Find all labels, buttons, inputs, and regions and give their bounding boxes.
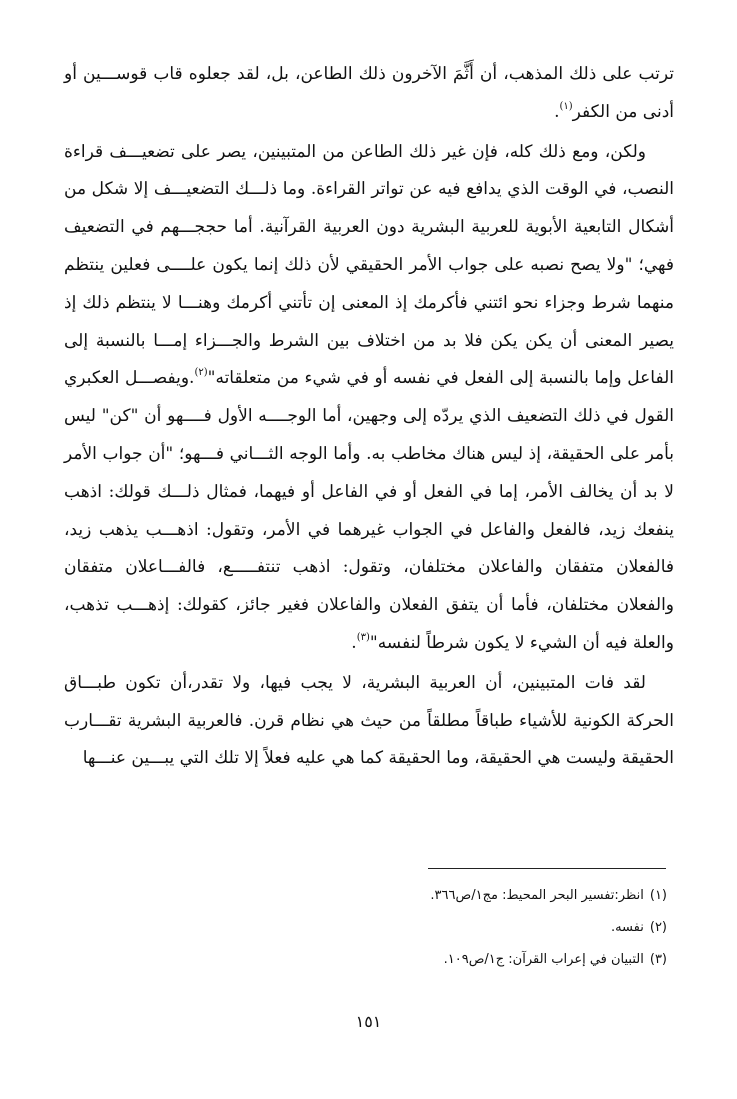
paragraph-2-tail: .ويفصـــل العكبري القول في ذلك التضعيف الذي يردّه إلى وجهين، أما الوجــــه الأول فــــهو أن "كن" ليس بأمر على الحقيقة، إذ ليس هناك مخاطب به. وأما الوجه الثـــاني فـــهو؛ "أن جواب الأمر لا بد أن يخالف الأمر، إما في الفعل أو في الفاعل أو فيهما، فمثال ذلـــك قولك: اذهب ينفعك زيد، فالفعل والفاعل في الجواب غيرهما في الأمر، وتقول: اذهـــب يذهب زيد، فالفعلان متفقان والفاعلان مختلفان، وتقول: اذهب تنتفـــــع، فالفـــاعلان متفقان والفعلان مختلفان، فأما أن يتفق الفعلان والفاعلان فغير جائز، كقولك: إذهـــب تذهب، والعلة فيه أن الشيء لا يكون شرطاً لنفسه"	[64, 368, 674, 653]
footnote-text-1: انظر:تفسير البحر المحيط: مج١/ص٣٦٦.	[430, 888, 644, 903]
paragraph-3	[64, 665, 674, 778]
footnote-divider	[428, 868, 666, 869]
page-number: ١٥١	[355, 1012, 382, 1031]
paragraph-1-text: ترتب على ذلك المذهب، أن أَثَّمَ الآخرون ذلك الطاعن، بل، لقد جعلوه قاب قوســـين أو أدنى من الكفر	[64, 64, 674, 122]
paragraph-1	[64, 56, 674, 132]
footnote-2	[67, 912, 667, 944]
footnotes	[67, 880, 667, 976]
footnote-3	[67, 944, 667, 976]
footnote-number-1: (١)	[649, 888, 667, 903]
footnote-ref-2[interactable]: (٢)	[194, 367, 208, 379]
footnote-text-3: التبيان في إعراب القرآن: ج١/ص١٠٩.	[443, 952, 644, 967]
footnote-ref-1[interactable]: (١)	[559, 100, 573, 112]
paragraph-3-text: لقد فات المتبينين، أن العربية البشرية، لا يجب فيها، ولا تقدر،أن تكون طبـــاق الحركة الكونية للأشياء طباقاً مطلقاً من حيث هي نظام قرن. فالعربية البشرية تقـــارب الحقيقة وليست هي الحقيقة، وما الحقيقة كما هي عليه فعلاً إلا تلك التي يبـــين عنـــها	[64, 672, 674, 769]
footnote-text-2: نفسه.	[610, 920, 644, 935]
footnote-ref-3[interactable]: (٣)	[356, 631, 370, 643]
paragraph-1-tail: .	[554, 101, 560, 122]
paragraph-2-end: .	[351, 632, 357, 653]
paragraph-2	[64, 134, 674, 663]
paragraph-2-text: ولكن، ومع ذلك كله، فإن غير ذلك الطاعن من المتبينين، يصر على تضعيـــف قراءة النصب، في الوقت الذي يدافع فيه عن تواتر القراءة. وما ذلـــك التضعيـــف إلا شكل من أشكال التابعية الأبوية للعربية البشرية دون العربية القرآنية. أما حججـــهم في التضعيف فهي؛ "ولا يصح نصبه على جواب الأمر الحقيقي لأن ذلك إنما يكون علــــى فعلين ينتظم منهما شرط وجزاء نحو ائتني فأكرمك إذ المعنى إن تأتني أكرمك وهنـــا لا ينتظم ذلك إذ يصير المعنى أن يكن يكن فلا بد من اختلاف بين الشرط والجـــزاء إمـــا بالنسبة إلى الفاعل وإما بالنسبة إلى الفعل في نفسه أو في شيء من متعلقاته"	[64, 141, 674, 389]
main-text	[64, 56, 674, 778]
footnote-1	[67, 880, 667, 912]
footnote-number-3: (٣)	[649, 952, 667, 967]
footnote-number-2: (٢)	[649, 920, 667, 935]
